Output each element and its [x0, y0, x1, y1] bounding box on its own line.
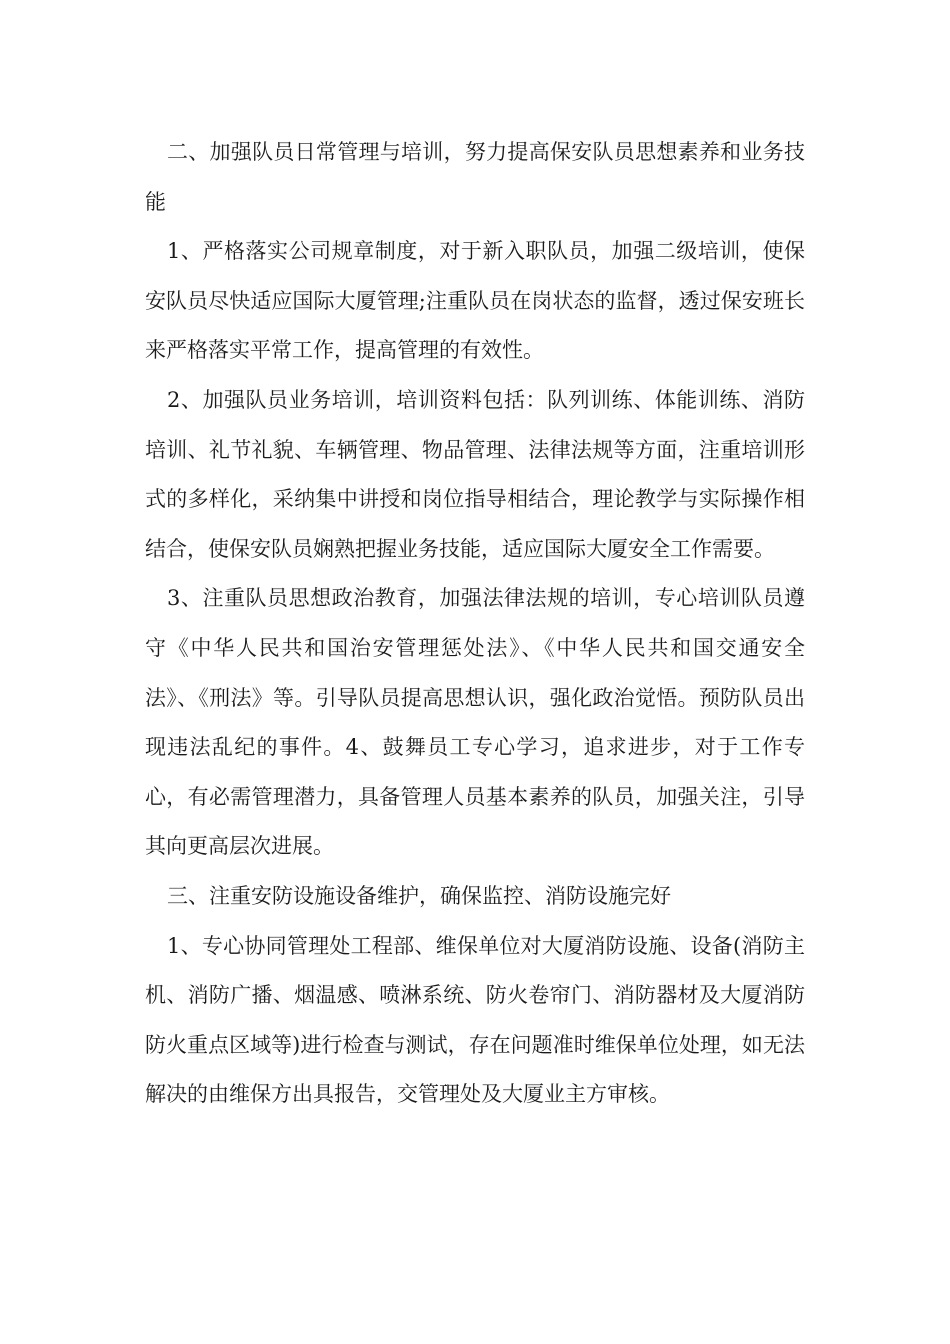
- paragraph-item-3-4: 3、注重队员思想政治教育，加强法律法规的培训，专心培训队员遵守《中华人民共和国治安管理惩处法》、《中华人民共和国交通安全法》、《刑法》等。引导队员提高思想认识，强化政治觉悟。预防队员出现违法乱纪的事件。4、鼓舞员工专心学习，追求进步，对于工作专心，有必需管理潜力，具备管理人员基本素养的队员，加强关注，引导其向更高层次进展。: [145, 586, 805, 859]
- paragraph-item-1-section-3: 1、专心协同管理处工程部、维保单位对大厦消防设施、设备(消防主机、消防广播、烟温感、喷淋系统、防火卷帘门、消防器材及大厦消防防火重点区域等)进行检查与测试，存在问题准时维保单位处理，如无法解决的由维保方出具报告，交管理处及大厦业主方审核。: [145, 933, 805, 1107]
- section-heading-3: 三、注重安防设施设备维护，确保监控、消防设施完好: [167, 883, 671, 908]
- document-page: [145, 128, 805, 1120]
- paragraph-item-1: 1、严格落实公司规章制度，对于新入职队员，加强二级培训，使保安队员尽快适应国际大厦管理;注重队员在岗状态的监督，透过保安班长来严格落实平常工作，提高管理的有效性。: [145, 239, 805, 363]
- section-heading-2: 二、加强队员日常管理与培训，努力提高保安队员思想素养和业务技能: [145, 140, 805, 214]
- paragraph-item-2: 2、加强队员业务培训，培训资料包括：队列训练、体能训练、消防培训、礼节礼貌、车辆管理、物品管理、法律法规等方面，注重培训形式的多样化，采纳集中讲授和岗位指导相结合，理论教学与实际操作相结合，使保安队员娴熟把握业务技能，适应国际大厦安全工作需要。: [145, 387, 805, 561]
